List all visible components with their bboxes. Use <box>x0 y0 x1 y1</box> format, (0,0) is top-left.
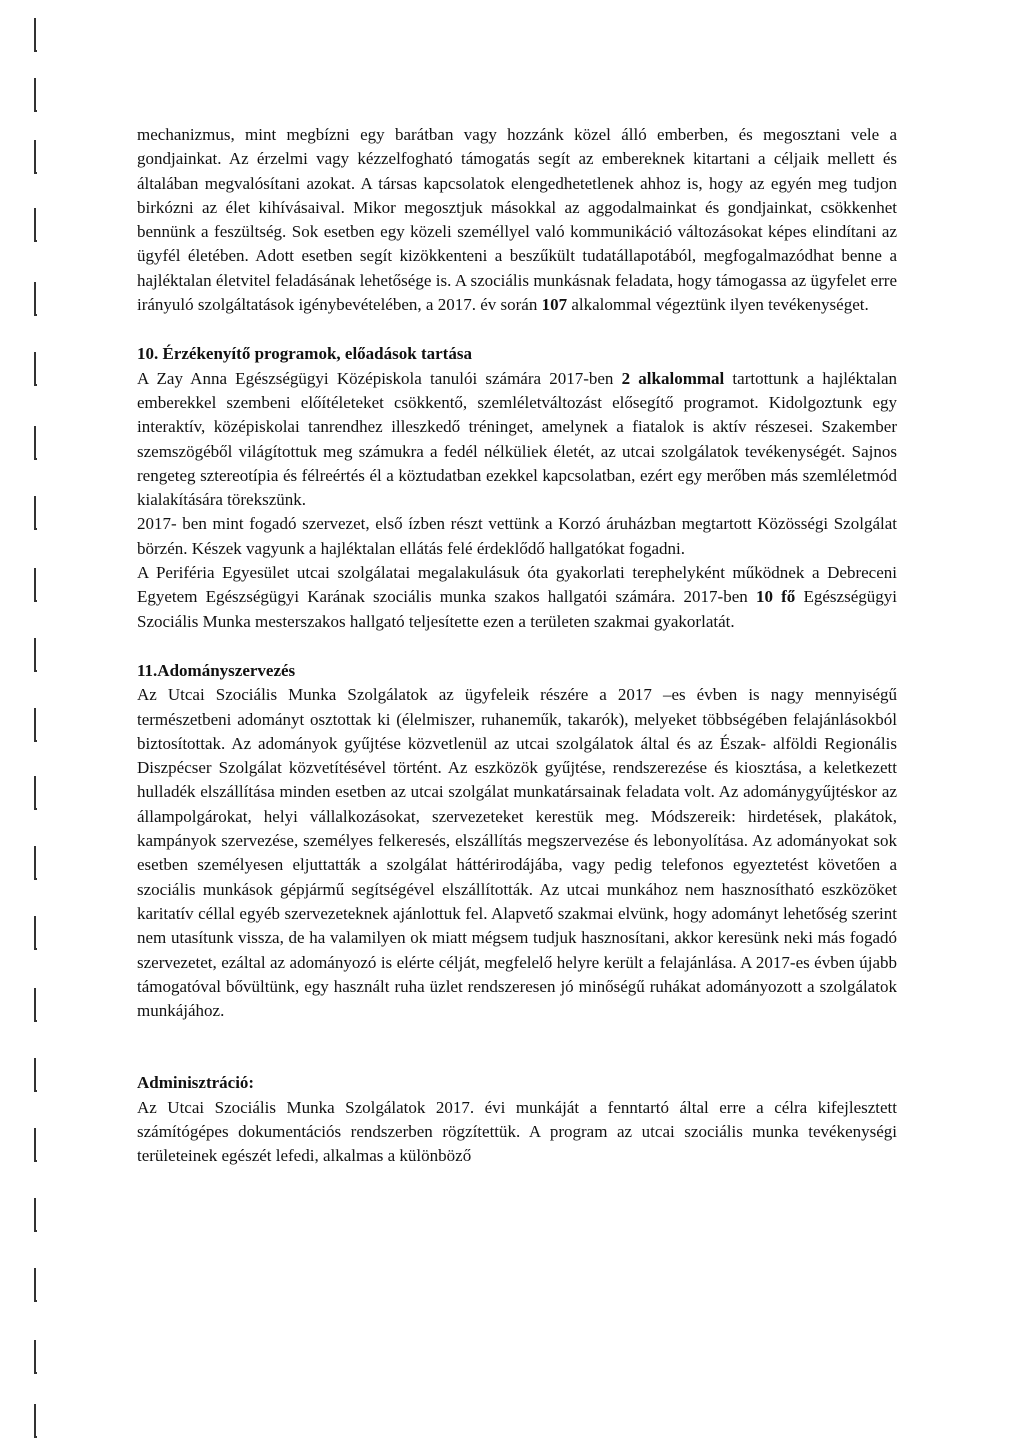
binding-mark <box>34 988 37 1022</box>
section-11-heading: 11.Adományszervezés <box>137 660 296 680</box>
section-10-heading: 10. Érzékenyítő programok, előadások tartása <box>137 344 472 364</box>
binding-mark <box>34 776 37 810</box>
admin-heading: Adminisztráció: <box>137 1073 255 1093</box>
section-10-p1-text-end: tartottunk a hajléktalan emberekkel szembeni előítéleteket csökkentő, szemléletváltozást elősegítő programot. Kidolgoztunk egy interaktív, középiskolai tanrendhez illeszkedő tréninget, amelynek a fiatalok is aktív részesei. Szakember szemszögéből világítottuk meg számukra a fedél nélküliek életét, az utcai szolgálatok tevékenységét. Sajnos rengeteg sztereotípia és félreértés él a köztudatban ezekkel kapcsolatban, ezért egy merőben más szemléletmód kialakítására törekszünk. <box>137 368 897 510</box>
binding-mark <box>34 846 37 880</box>
binding-mark <box>34 568 37 602</box>
binding-mark <box>34 18 37 52</box>
admin-paragraph: Az Utcai Szociális Munka Szolgálatok 2017. évi munkáját a fenntartó által erre a célra kifejlesztett számítógépes dokumentációs rendszerben rögzítettük. A program az utcai szociális munka tevékenységi területeinek egészét lefedi, alkalmas a különböző <box>137 1097 897 1166</box>
section-10-p1-text: A Zay Anna Egészségügyi Középiskola tanulói számára 2017-ben <box>137 368 622 388</box>
section-10-p3-text: A Periféria Egyesület utcai szolgálatai megalakulásuk óta gyakorlati terephelyként működnek a Debreceni Egyetem Egészségügyi Karának szociális munka szakos hallgatói számára. 2017-ben <box>137 563 897 607</box>
intro-paragraph <box>137 123 897 317</box>
intro-text-end: alkalommal végeztünk ilyen tevékenységet. <box>567 295 869 315</box>
binding-mark <box>34 1198 37 1232</box>
section-10-paragraph-1 <box>137 367 897 513</box>
binding-mark <box>34 78 37 112</box>
section-10-p3-bold: 10 fő <box>755 587 796 607</box>
binding-mark <box>34 1058 37 1092</box>
binding-mark <box>34 352 37 386</box>
binding-mark <box>34 916 37 950</box>
section-10-paragraph-2: 2017- ben mint fogadó szervezet, első ízben részt vettünk a Korzó áruházban megtartott Közösségi Szolgálat börzén. Készek vagyunk a hajléktalan ellátás felé érdeklődő hallgatókat fogadni. <box>137 514 897 558</box>
binding-mark <box>34 1128 37 1162</box>
binding-mark <box>34 638 37 672</box>
binding-mark <box>34 496 37 530</box>
section-10-p1-bold: 2 alkalommal <box>621 368 725 388</box>
document-page <box>137 123 897 1169</box>
binding-mark <box>34 1404 37 1438</box>
binding-mark <box>34 1340 37 1374</box>
binding-mark <box>34 708 37 742</box>
binding-mark <box>34 140 37 174</box>
binding-mark <box>34 1268 37 1302</box>
section-11-paragraph: Az Utcai Szociális Munka Szolgálatok az ügyfeleik részére a 2017 –es évben is nagy mennyiségű természetbeni adományt osztottak ki (élelmiszer, ruhaneműk, takarók), melyeket többségében felajánlásokból biztosítottak. Az adományok gyűjtése közvetlenül az utcai szolgálatok által és az Észak- alföldi Regionális Diszpécser Szolgálat közvetítésével történt. Az eszközök gyűjtése, rendszerezése és kiosztása, a keletkezett hulladék elszállítása minden esetben az utcai szolgálat munkatársainak feladata volt. Az adománygyűjtéskor az állampolgárokat, helyi vállalkozásokat, szervezeteket kerestük meg. Módszereik: hirdetések, plakátok, kampányok szervezése, személyes felkeresés, elszállítás megszervezése és lebonyolítása. Az adományokat sok esetben személyesen eljuttatták a szolgálat háttérirodájába, vagy pedig telefonos egyeztetést követően a szociális munkások gépjármű segítségével elszállították. Az utcai munkához nem hasznosítható eszközöket karitatív céllal egyéb szervezeteknek ajánlottuk fel. Alapvető szakmai elvünk, hogy adományt lehetőség szerint nem utasítunk vissza, de ha valamilyen ok miatt mégsem tudjuk hasznosítani, akkor keresünk neki más fogadó szervezetet, ezáltal az adományozó is elérte célját, megfelelő helyre került a felajánlása. A 2017-es évben újabb támogatóval bővültünk, egy használt ruha üzlet rendszeresen jó minőségű ruhákat adományozott a szolgálatok munkájához. <box>137 685 897 1021</box>
section-10-paragraph-3 <box>137 561 897 634</box>
binding-mark <box>34 282 37 316</box>
binding-mark <box>34 208 37 242</box>
binding-marks <box>34 0 44 1447</box>
intro-text: mechanizmus, mint megbízni egy barátban vagy hozzánk közel álló emberben, és megosztani vele a gondjainkat. Az érzelmi vagy kézzelfogható támogatás segít az embereknek kitartani a céljaik mellett és általában megvalósítani azokat. A társas kapcsolatok elengedhetetlenek ahhoz is, hogy az egyén meg tudjon birkózni az élet kihívásaival. Mikor megosztjuk másokkal az aggodalmainkat és gondjainkat, csökkenhet bennünk a feszültség. Sok esetben egy közeli személlyel való kommunikáció változásokat képes elindítani az ügyfél életében. Adott esetben segít kizökkenteni a beszűkült tudatállapotából, megfogalmazódhat benne a hajléktalan életvitel feladásának lehetősége is. A szociális munkásnak feladata, hogy támogassa az ügyfelet erre irányuló szolgáltatások igénybevételében, a 2017. év során <box>137 125 897 315</box>
intro-count: 107 <box>541 295 568 315</box>
section-10-p3-text-end: Egészségügyi Szociális Munka mesterszakos hallgató teljesítette ezen a területen szakmai gyakorlatát. <box>137 587 897 631</box>
binding-mark <box>34 426 37 460</box>
